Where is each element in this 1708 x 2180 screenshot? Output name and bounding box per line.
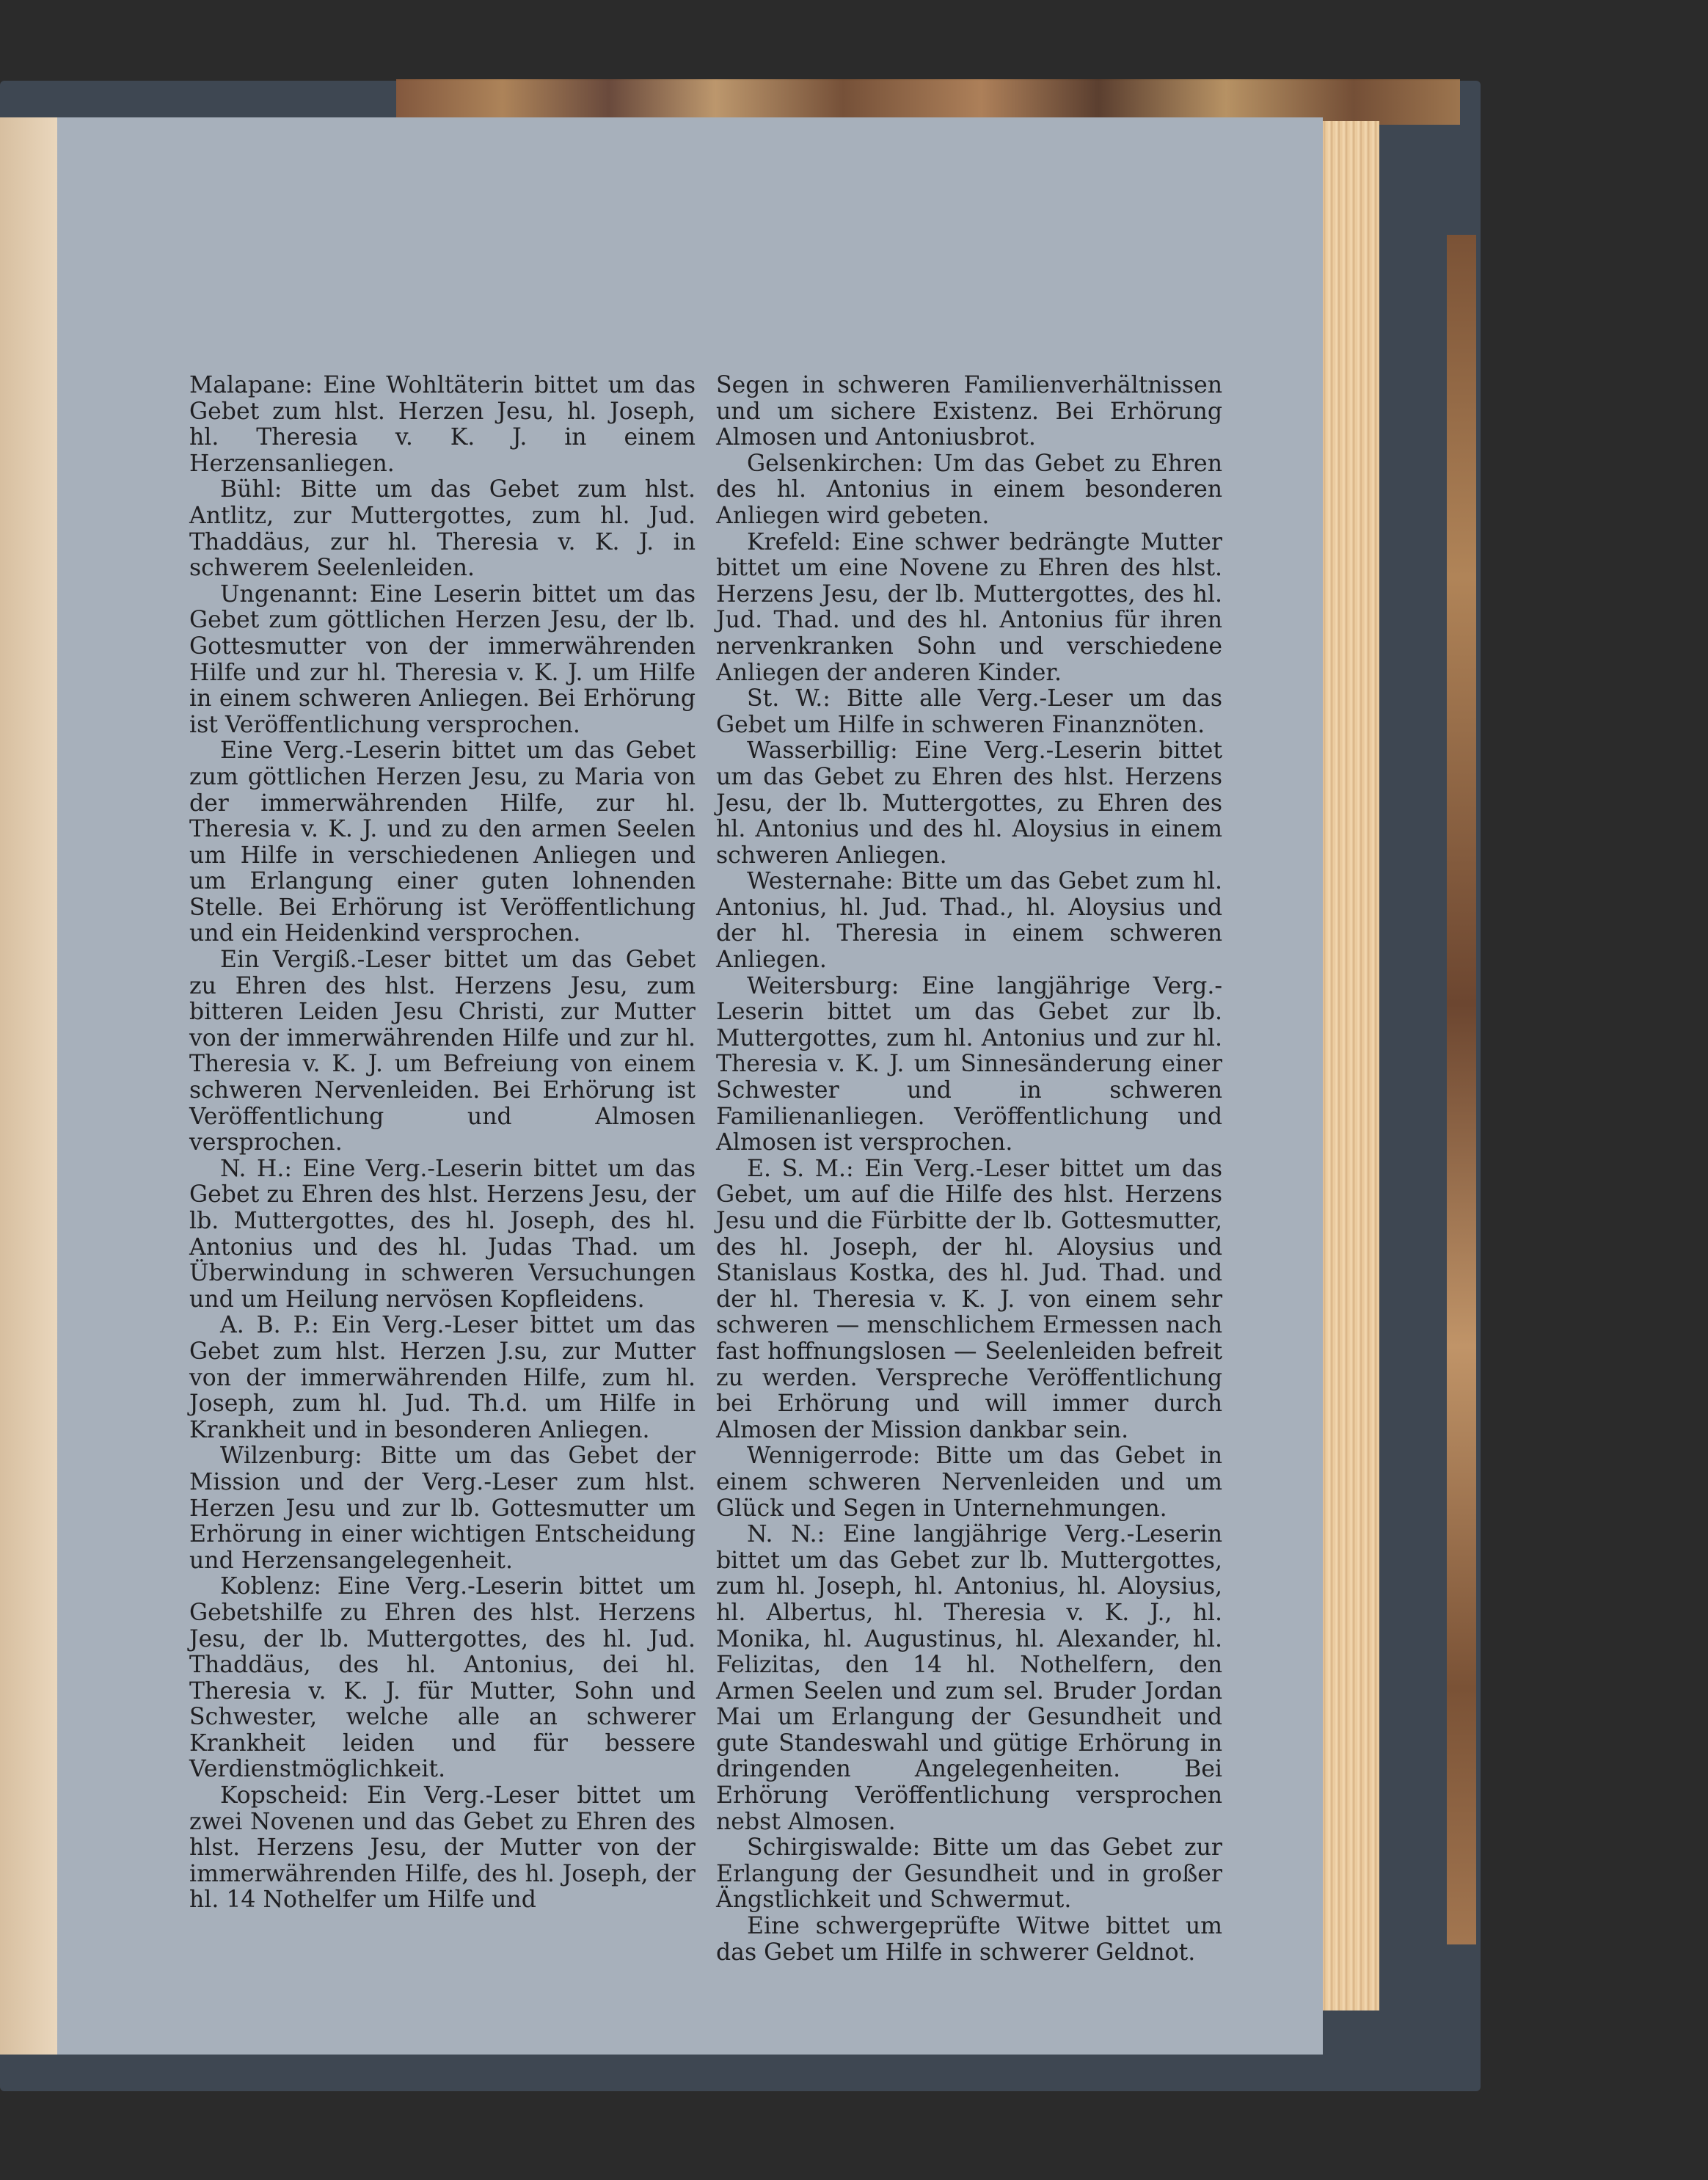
facing-page-edge (0, 117, 59, 2055)
prayer-request: Wasserbillig: Eine Verg.-Leserin bittet um das Gebet zu Ehren des hlst. Herzens Jesu, der lb. Muttergottes, zu Ehren des hl. Antonius und des hl. Aloysius in einem schweren Anliegen. (716, 737, 1222, 869)
prayer-request: Kopscheid: Ein Verg.-Leser bittet um zwei Novenen und das Gebet zu Ehren des hlst. Herzens Jesu, der Mutter von der immerwährenden Hilfe, des hl. Joseph, der hl. 14 Nothelfer um Hilfe und (189, 1782, 696, 1914)
prayer-request: St. W.: Bitte alle Verg.-Leser um das Gebet um Hilfe in schweren Finanznöten. (716, 685, 1222, 738)
marbled-spine (1447, 235, 1476, 1944)
prayer-request: Wilzenburg: Bitte um das Gebet der Mission und der Verg.-Leser zum hlst. Herzen Jesu und zur lb. Gottesmutter um Erhörung in einer wichtigen Entscheidung und Herzensangelegenheit. (189, 1443, 696, 1574)
prayer-request: Koblenz: Eine Verg.-Leserin bittet um Gebetshilfe zu Ehren des hlst. Herzens Jesu, der lb. Muttergottes, des hl. Jud. Thaddäus, des hl. Antonius, dei hl. Theresia v. K. J. für Mutter, Sohn und Schwester, welche alle an schwerer Krankheit leiden und für bessere Verdienstmöglichkeit. (189, 1573, 696, 1783)
prayer-request: A. B. P.: Ein Verg.-Leser bittet um das Gebet zum hlst. Herzen J.su, zur Mutter von der immerwährenden Hilfe, zum hl. Joseph, zum hl. Jud. Th.d. um Hilfe in Krankheit und in besonderen Anliegen. (189, 1312, 696, 1443)
prayer-request: Schirgiswalde: Bitte um das Gebet zur Erlangung der Gesundheit und in großer Ängstlichkeit und Schwermut. (716, 1834, 1222, 1914)
prayer-request: Eine schwergeprüfte Witwe bittet um das Gebet um Hilfe in schwerer Geldnot. (716, 1913, 1222, 1966)
prayer-request: Segen in schweren Familienverhältnissen und um sichere Existenz. Bei Erhörung Almosen und Antoniusbrot. (716, 372, 1222, 451)
prayer-request: Weitersburg: Eine langjährige Verg.-Leserin bittet um das Gebet zur lb. Muttergottes, zum hl. Antonius und zur hl. Theresia v. K. J. um Sinnesänderung einer Schwester und in schweren Familienanliegen. Veröffentlichung und Almosen ist versprochen. (716, 972, 1222, 1156)
prayer-request: N. N.: Eine langjährige Verg.-Leserin bittet um das Gebet zur lb. Muttergottes, zum hl. Joseph, hl. Antonius, hl. Aloysius, hl. Albertus, hl. Theresia v. K. J., hl. Monika, hl. Augustinus, hl. Alexander, hl. Felizitas, den 14 hl. Nothelfern, den Armen Seelen und zum sel. Bruder Jordan Mai um Erlangung der Gesundheit und gute Standeswahl und gütige Erhörung in dringenden Angelegenheiten. Bei Erhörung Veröffentlichung versprochen nebst Almosen. (716, 1521, 1222, 1835)
prayer-request: Westernahe: Bitte um das Gebet zum hl. Antonius, hl. Jud. Thad., hl. Aloysius und der hl. Theresia in einem schweren Anliegen. (716, 868, 1222, 974)
left-column (189, 373, 696, 1914)
right-column (716, 373, 1222, 1966)
prayer-request: Eine Verg.-Leserin bittet um das Gebet zum göttlichen Herzen Jesu, zu Maria von der immerwährenden Hilfe, zur hl. Theresia v. K. J. und zu den armen Seelen um Hilfe in verschiedenen Anliegen und um Erlangung einer guten lohnenden Stelle. Bei Erhörung ist Veröffentlichung und ein Heidenkind versprochen. (189, 737, 696, 947)
prayer-request: N. H.: Eine Verg.-Leserin bittet um das Gebet zu Ehren des hlst. Herzens Jesu, der lb. Muttergottes, des hl. Joseph, des hl. Antonius und des hl. Judas Thad. um Überwindung in schweren Versuchungen und um Heilung nervösen Kopfleidens. (189, 1155, 696, 1313)
prayer-request: Ungenannt: Eine Leserin bittet um das Gebet zum göttlichen Herzen Jesu, der lb. Gottesmutter von der immerwährenden Hilfe und zur hl. Theresia v. K. J. um Hilfe in einem schweren Anliegen. Bei Erhörung ist Veröffentlichung versprochen. (189, 580, 696, 738)
prayer-request: Malapane: Eine Wohltäterin bittet um das Gebet zum hlst. Herzen Jesu, hl. Joseph, hl. Theresia v. K. J. in einem Herzensanliegen. (189, 372, 696, 477)
prayer-request: Ein Vergiß.-Leser bittet um das Gebet zu Ehren des hlst. Herzens Jesu, zum bitteren Leiden Jesu Christi, zur Mutter von der immerwährenden Hilfe und zur hl. Theresia v. K. J. um Befreiung von einem schweren Nervenleiden. Bei Erhörung ist Veröffentlichung und Almosen versprochen. (189, 947, 696, 1156)
prayer-request: Wennigerrode: Bitte um das Gebet in einem schweren Nervenleiden und um Glück und Segen in Unternehmungen. (716, 1443, 1222, 1522)
prayer-request: Gelsenkirchen: Um das Gebet zu Ehren des hl. Antonius in einem besonderen Anliegen wird gebeten. (716, 450, 1222, 529)
prayer-request: E. S. M.: Ein Verg.-Leser bittet um das Gebet, um auf die Hilfe des hlst. Herzens Jesu und die Fürbitte der lb. Gottesmutter, des hl. Joseph, der hl. Aloysius und Stanislaus Kostka, des hl. Jud. Thad. und der hl. Theresia v. K. J. von einem sehr schweren — menschlichem Ermessen nach fast hoffnungslosen — Seelenleiden befreit zu werden. Verspreche Veröffentlichung bei Erhörung und will immer durch Almosen der Mission dankbar sein. (716, 1155, 1222, 1443)
prayer-request: Bühl: Bitte um das Gebet zum hlst. Antlitz, zur Muttergottes, zum hl. Jud. Thaddäus, zur hl. Theresia v. K. J. in schwerem Seelenleiden. (189, 476, 696, 582)
prayer-request: Krefeld: Eine schwer bedrängte Mutter bittet um eine Novene zu Ehren des hlst. Herzens Jesu, der lb. Muttergottes, des hl. Jud. Thad. und des hl. Antonius für ihren nervenkranken Sohn und verschiedene Anliegen der anderen Kinder. (716, 528, 1222, 686)
page-edges (1319, 121, 1379, 2011)
book-page (57, 117, 1323, 2055)
